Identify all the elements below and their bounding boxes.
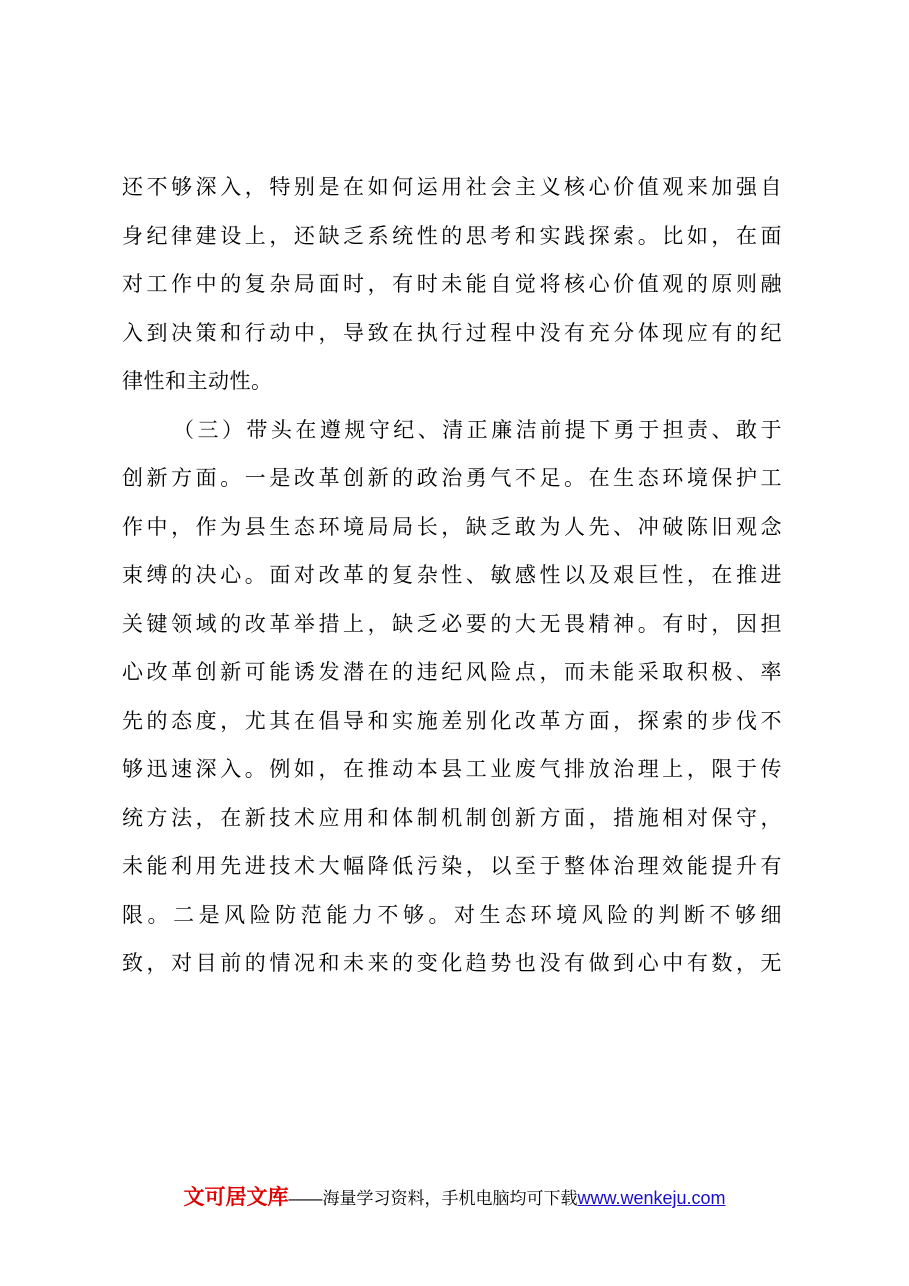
- body-line: 心改革创新可能诱发潜在的违纪风险点，而未能采取积极、率: [122, 660, 782, 684]
- body-line: 统方法，在新技术应用和体制机制创新方面，措施相对保守，: [122, 805, 782, 830]
- footer-slogan: ——海量学习资料，手机电脑均可下载: [288, 1189, 578, 1208]
- body-line: 够迅速深入。例如，在推动本县工业废气排放治理上，限于传: [122, 757, 782, 781]
- body-line: 作中，作为县生态环境局局长，缺乏敢为人先、冲破陈旧观念: [122, 514, 782, 539]
- body-line: 对工作中的复杂局面时，有时未能自觉将核心价值观的原则融: [122, 272, 782, 296]
- body-text: [122, 163, 782, 988]
- body-line: 束缚的决心。面对改革的复杂性、敏感性以及艰巨性，在推进: [122, 563, 782, 587]
- body-line: 创新方面。一是改革创新的政治勇气不足。在生态环境保护工: [122, 466, 782, 490]
- body-line: 入到决策和行动中，导致在执行过程中没有充分体现应有的纪: [122, 320, 782, 345]
- footer-banner: [0, 1181, 909, 1211]
- body-line: 先的态度，尤其在倡导和实施差别化改革方面，探索的步伐不: [122, 708, 782, 733]
- section-heading-line: （三）带头在遵规守纪、清正廉洁前提下勇于担责、敢于: [173, 417, 782, 442]
- footer-url-link[interactable]: www.wenkeju.com: [577, 1188, 726, 1208]
- body-line: 关键领域的改革举措上，缺乏必要的大无畏精神。有时，因担: [122, 611, 782, 636]
- body-line: 身纪律建设上，还缺乏系统性的思考和实践探索。比如，在面: [122, 223, 782, 248]
- body-line: 致，对目前的情况和未来的变化趋势也没有做到心中有数，无: [122, 951, 782, 975]
- body-line: 限。二是风险防范能力不够。对生态环境风险的判断不够细: [122, 902, 782, 927]
- body-line: 还不够深入，特别是在如何运用社会主义核心价值观来加强自: [122, 175, 782, 199]
- footer-brand: 文可居文库: [183, 1186, 289, 1209]
- body-line: 律性和主动性。: [122, 369, 273, 393]
- body-line: 未能利用先进技术大幅降低污染，以至于整体治理效能提升有: [122, 854, 782, 878]
